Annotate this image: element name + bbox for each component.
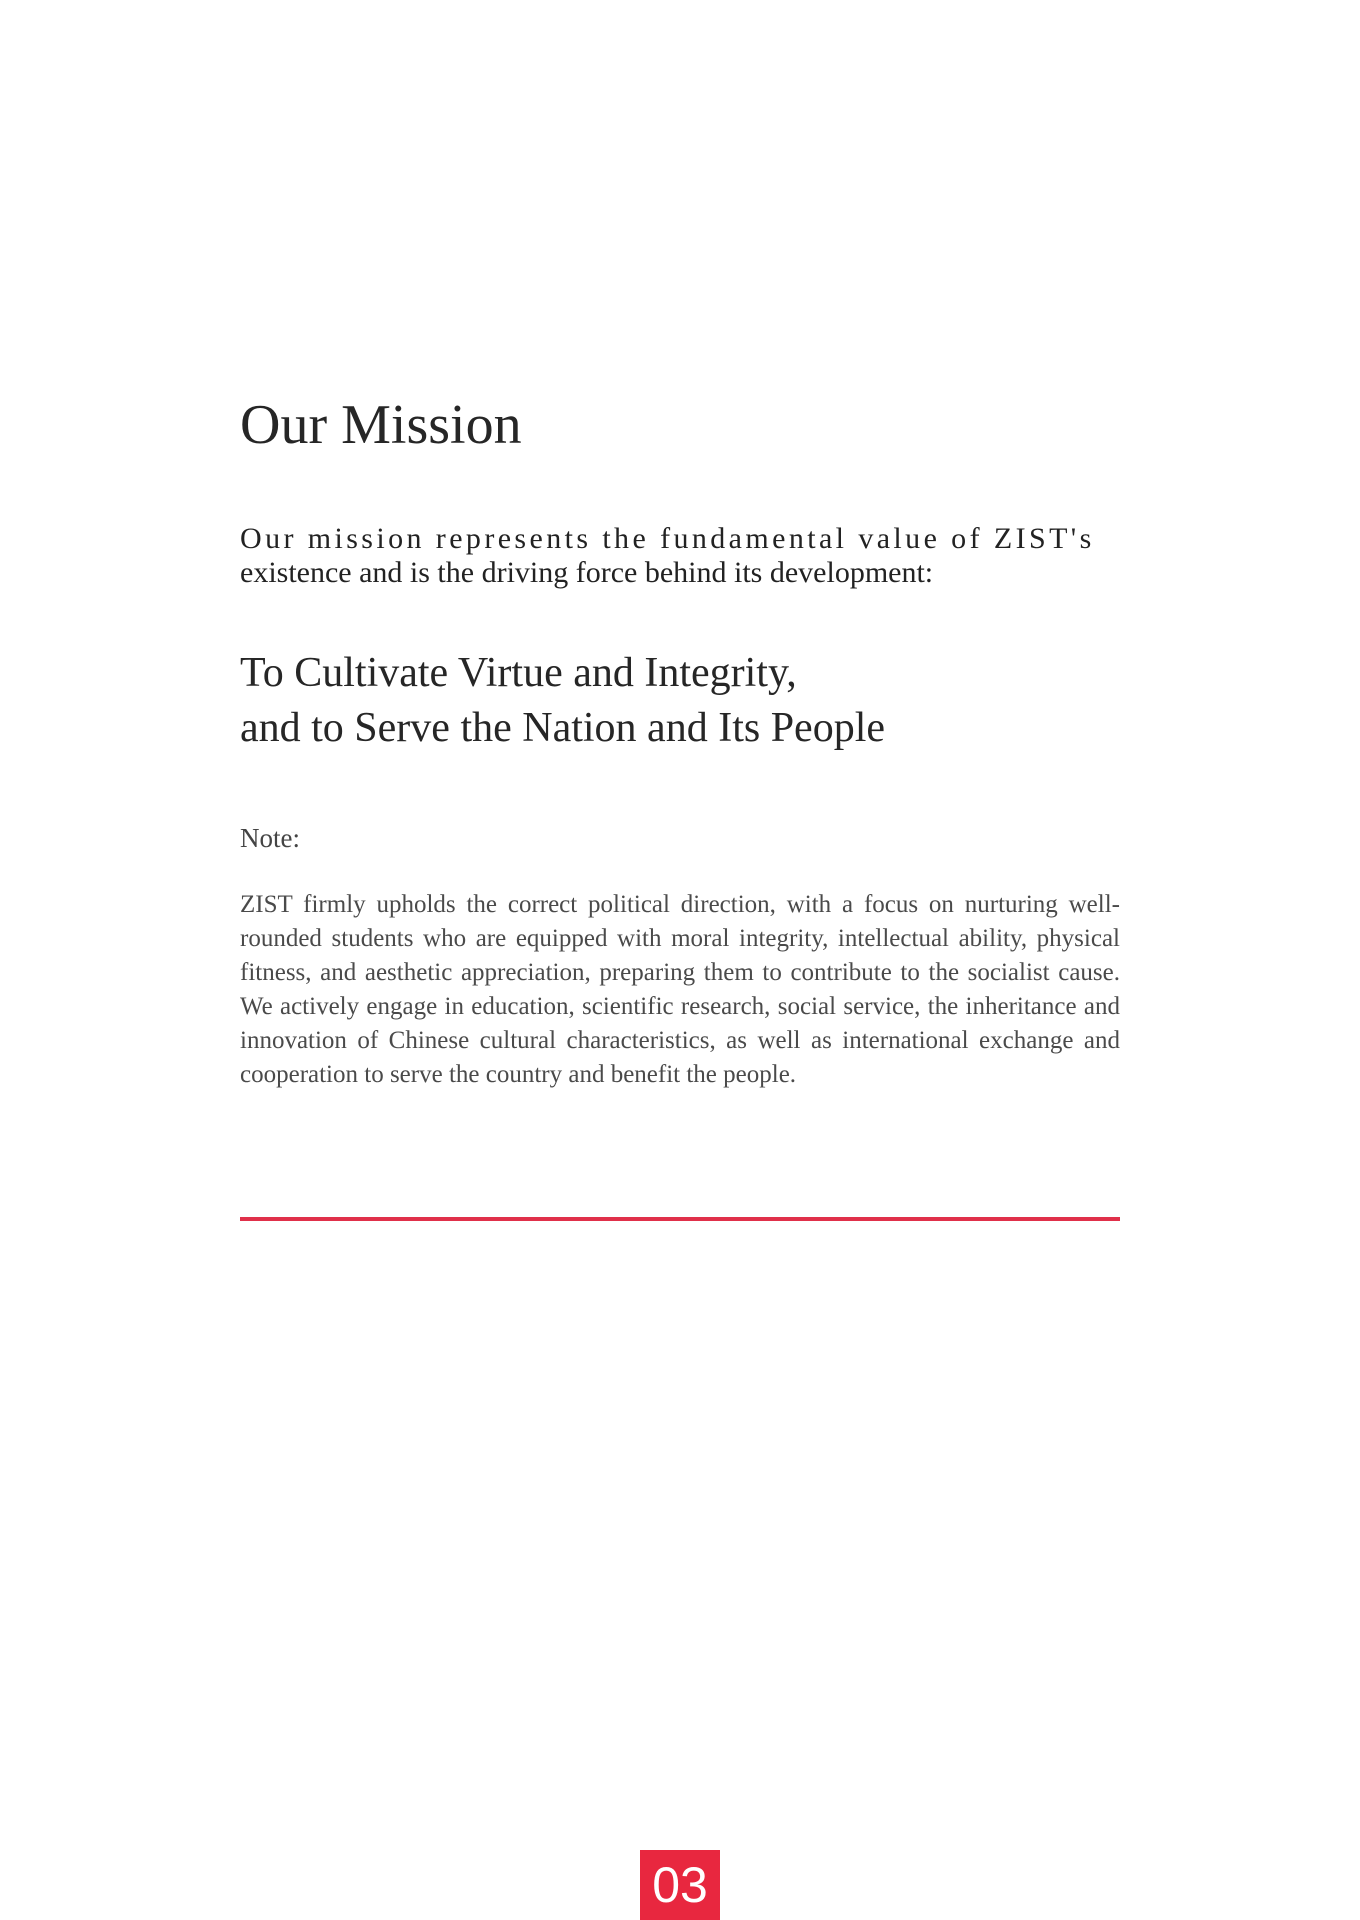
note-label: Note: — [240, 823, 300, 853]
red-divider — [240, 1217, 1120, 1221]
mission-motto — [240, 646, 1120, 756]
motto-line-2: and to Serve the Nation and Its People — [240, 705, 886, 751]
motto-line-1: To Cultivate Virtue and Integrity, — [240, 650, 797, 696]
mission-intro — [240, 522, 1120, 590]
intro-line-2: existence and is the driving force behind its development: — [240, 556, 934, 589]
page-title: Our Mission — [240, 394, 522, 456]
intro-line-1: Our mission represents the fundamental value of ZIST's — [240, 522, 1095, 555]
page-number-badge: 03 — [640, 1850, 720, 1920]
mission-section — [240, 390, 1120, 1092]
note-body: ZIST firmly upholds the correct political direction, with a focus on nurturing well-rounded students who are equipped with moral integrity, intellectual ability, physical fitness, and aesthetic appreciation, preparing them to contribute to the socialist cause. We actively engage in education, scientific research, social service, the inheritance and innovation of Chinese cultural characteristics, as well as international exchange and cooperation to serve the country and benefit the people. — [240, 891, 1120, 1088]
